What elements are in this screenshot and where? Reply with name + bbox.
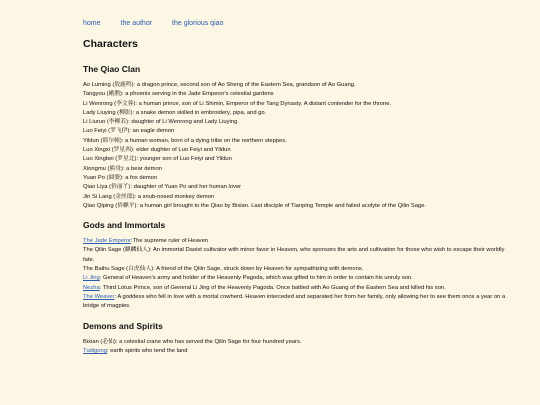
character-name: Li Liuruo (李柳若) — [83, 119, 129, 126]
character-name: Luo Xingxi (罗星西) — [83, 147, 133, 154]
character-description: : a human prince, son of Li Shimin, Emperor of the Tang Dynasty. A distant contender for the throne. — [135, 100, 392, 107]
character-name: Qiao Qiping (侨麒平) — [83, 202, 137, 209]
character-name: The Qilin Sage (麒麟仙人) — [83, 247, 151, 254]
character-name: Yuan Po (圆婆) — [83, 174, 122, 181]
character-entry — [83, 81, 515, 90]
character-entry — [83, 246, 515, 265]
character-name: Li Wenrong (李文蓉) — [83, 100, 136, 107]
character-entry — [83, 174, 515, 183]
character-entry — [83, 155, 515, 164]
nav-link-the-glorious-qiao[interactable]: the glorious qiao — [172, 20, 224, 27]
section-heading: Demons and Spirits — [83, 320, 163, 331]
character-description: : younger son of Luo Feiyi and Yildun — [136, 156, 232, 163]
character-entry — [83, 293, 515, 312]
character-entry — [83, 347, 515, 356]
character-entry — [83, 109, 515, 118]
character-entry — [83, 338, 515, 347]
character-entry — [83, 193, 515, 202]
character-description: : a snub-nosed monkey demon — [134, 193, 215, 200]
character-description: : daughter of Yuan Po and her human lover — [130, 184, 242, 191]
character-name: Ao Luming (敖鹿鸣) — [83, 82, 134, 88]
character-name: The Baihu Sage (白虎仙人) — [83, 266, 154, 273]
character-name: Bixian (必仙) — [83, 338, 116, 345]
character-entry — [83, 284, 515, 293]
character-description: : A goddess who fell in love with a mortal cowherd. Heaven interceded and separated her from her family, only allowing her to see them once a year on a bridge of magpies. — [83, 293, 506, 310]
character-name: Luo Xingbei (罗星北) — [83, 156, 137, 163]
character-name: Tangyou (鹇鹊) — [83, 91, 122, 98]
character-entry — [83, 265, 515, 274]
character-name[interactable]: The Weaver — [83, 293, 115, 300]
character-description: : An immortal Daoist cultivator with minor favor in Heaven, who sponsors the arts and cultivation for those who wish to escape their worldly fate. — [83, 247, 505, 263]
section-heading: Gods and Immortals — [83, 220, 166, 231]
character-description: : a fox demon — [122, 174, 158, 181]
character-name[interactable]: The Jade Emperor — [83, 238, 132, 245]
section-heading: The Qiao Clan — [83, 64, 141, 74]
main-content — [83, 38, 515, 356]
character-name: Yildun (耶尔顿) — [83, 137, 122, 144]
character-description: : a dragon prince, second son of Ao Sheng of the Eastern Sea, grandson of Ao Guang. — [133, 82, 356, 88]
character-name: Lady Liuying (柳影) — [83, 109, 133, 116]
character-description: :The supreme ruler of Heaven — [131, 238, 209, 245]
character-entry — [83, 118, 515, 127]
nav-link-home[interactable]: home — [83, 20, 101, 27]
character-description: : a human girl brought to the Qiao by Bixian. Last disciple of Tianping Temple and failed acolyte of the Qilin Sage. — [136, 202, 427, 209]
character-description: : elder dughter of Luo Feiyi and Yildun — [132, 147, 231, 154]
character-name[interactable]: Li Jing — [83, 275, 100, 282]
character-entry — [83, 137, 515, 146]
character-entry — [83, 202, 515, 211]
character-description: : A friend of the Qilin Sage, struck down by Heaven for sympathizing with demons. — [153, 266, 364, 273]
character-description: : daughter of Li Wenrong and Lady Liuying — [128, 119, 238, 126]
character-name[interactable]: Tudigong — [83, 347, 107, 354]
character-name: Jin Si Lang (金丝郎) — [83, 193, 135, 200]
character-entry — [83, 237, 515, 246]
nav-link-the-author[interactable]: the author — [120, 20, 153, 27]
character-entry — [83, 274, 515, 283]
character-entry — [83, 127, 515, 136]
character-entry — [83, 146, 515, 155]
top-nav — [83, 20, 243, 27]
character-description: : General of Heaven's army and holder of the Heavenly Pagoda, which was gifted to him in order to contain his unruly son. — [99, 275, 413, 282]
character-description: : a celestial crane who has served the Qilin Sage for four hundred years. — [115, 338, 302, 345]
sections — [83, 64, 515, 356]
character-description: : Third Lotus Prince, son of General Li Jing of the Heavenly Pagoda. Once battled with Ao Guang of the Eastern Sea and killed his son. — [99, 284, 446, 291]
character-name: Qiao Liya (侨丽丫) — [83, 184, 131, 191]
character-description: : a snake demon skilled in embroidery, pipa, and go. — [132, 109, 267, 116]
character-description: : a phoenix serving in the Jade Emperor's celestial gardens — [121, 91, 274, 98]
character-name: Luo Feiyi (罗飞伊) — [83, 128, 130, 135]
character-description: : an eagle demon — [129, 128, 175, 135]
character-name[interactable]: Nezha — [83, 284, 100, 291]
character-entry — [83, 90, 515, 99]
page-title: Characters — [83, 38, 138, 50]
character-description: : a bear demon — [122, 165, 162, 172]
character-entry — [83, 100, 515, 109]
character-description: : earth spirits who tend the land — [106, 347, 188, 354]
character-entry — [83, 165, 515, 174]
character-entry — [83, 183, 515, 192]
character-name: Xiongmu (熊母) — [83, 165, 123, 172]
character-description: : a human woman, born of a dying tribe on the northern steppes. — [121, 137, 287, 144]
